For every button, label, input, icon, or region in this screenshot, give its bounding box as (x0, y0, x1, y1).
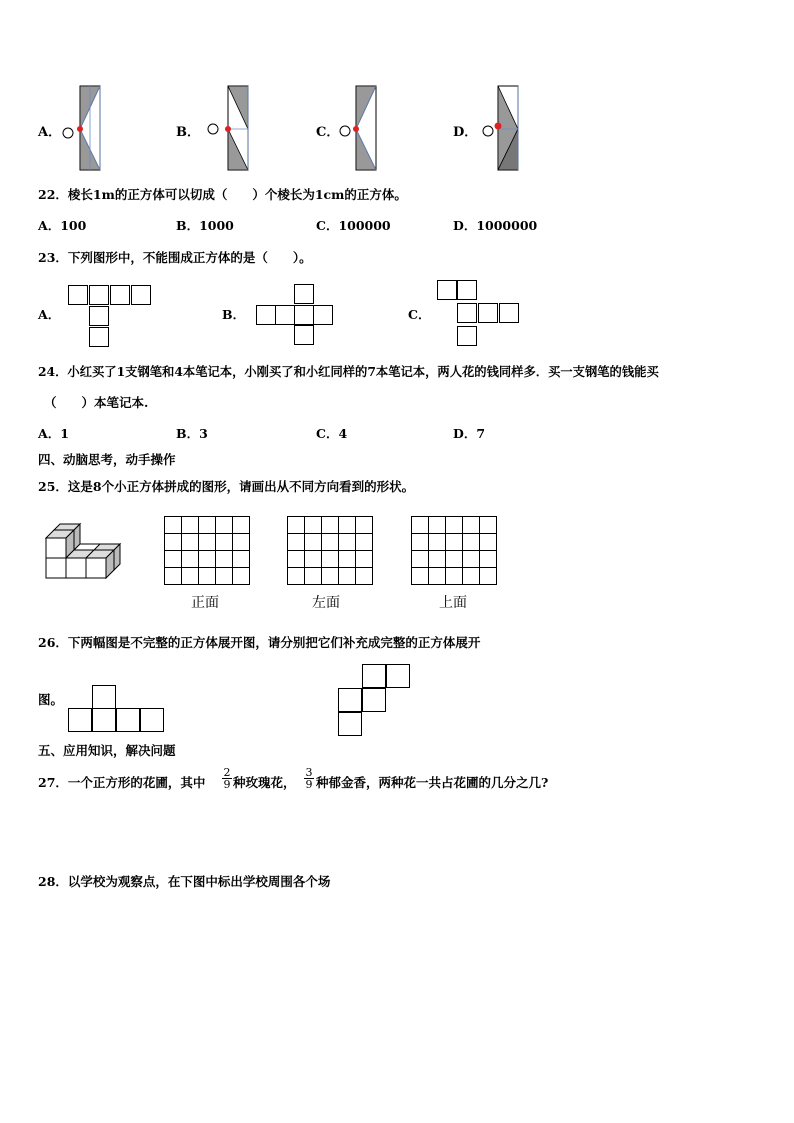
q25-grid-left (287, 516, 375, 588)
q26-net-left (68, 685, 166, 735)
q22-question: 22．棱长1m的正方体可以切成（ ）个棱长为1cm的正方体。 (38, 187, 407, 202)
q26-continuation: 图。 (38, 692, 64, 707)
rotation-axis-marker (63, 128, 73, 138)
q27-fraction-roses-numerator: 2 (223, 766, 231, 779)
q21-option-d-label: D． (453, 125, 478, 140)
q24-option-a: A．1 (38, 426, 69, 441)
axis-point (354, 127, 359, 132)
q21-option-a-figure (58, 84, 108, 174)
q24-question-line2: （ ）本笔记本. (44, 395, 149, 410)
q21-option-c-label: C． (316, 125, 340, 140)
rotation-axis-marker (340, 126, 350, 136)
q28-question: 28．以学校为观察点，在下图中标出学校周围各个场 (38, 874, 331, 889)
rotation-axis-marker (483, 126, 493, 136)
q27-question (38, 766, 598, 800)
q27-prefix: 27．一个正方形的花圃，其中 (38, 775, 206, 790)
q27-fraction-tulips-numerator: 3 (305, 766, 313, 779)
q22-option-b: B．1000 (176, 218, 234, 233)
q21-option-d-figure (478, 84, 528, 174)
q23-net-a (68, 285, 152, 350)
q27-suffix: 种郁金香，两种花一共占花圃的几分之几? (316, 775, 549, 790)
axis-point (78, 127, 83, 132)
q25-label-front: 正面 (191, 595, 219, 611)
q21-option-b-label: B． (176, 125, 200, 140)
q23-option-a: A． (38, 307, 61, 322)
q27-fraction-tulips (304, 767, 314, 790)
shaded-triangle (228, 129, 248, 170)
q26-net-right (338, 664, 414, 738)
section-5-heading: 五、应用知识，解决问题 (38, 743, 176, 758)
q21-option-c-figure (336, 84, 386, 174)
q23-option-c: C． (408, 307, 431, 322)
axis-point (226, 127, 231, 132)
q24-option-c: C．4 (316, 426, 348, 441)
q27-fraction-roses (222, 767, 232, 790)
q27-fraction-tulips-denominator: 9 (305, 778, 313, 791)
rotation-axis-marker (208, 124, 218, 134)
q23-net-b (256, 284, 336, 346)
shaded-triangle (228, 86, 248, 129)
q22-option-a: A．100 (38, 218, 87, 233)
section-4-heading: 四、动脑思考，动手操作 (38, 452, 176, 467)
q22-option-c: C．100000 (316, 218, 391, 233)
q25-grid-top (411, 516, 499, 588)
q22-option-d: D．1000000 (453, 218, 538, 233)
q27-fraction-roses-denominator: 9 (223, 778, 231, 791)
q24-option-b: B．3 (176, 426, 208, 441)
q23-question: 23．下列图形中，不能围成正方体的是（ ）。 (38, 250, 312, 265)
q26-question: 26．下两幅图是不完整的正方体展开图，请分别把它们补充成完整的正方体展开 (38, 635, 481, 650)
q24-option-d: D．7 (453, 426, 486, 441)
q25-grid-front (164, 516, 252, 588)
q23-net-c (437, 280, 521, 350)
q25-cube-figure (42, 520, 127, 582)
q25-question: 25．这是8个小正方体拼成的图形，请画出从不同方向看到的形状。 (38, 479, 415, 494)
q25-label-top: 上面 (439, 595, 467, 611)
q21-option-b-figure (205, 84, 255, 174)
q27-middle: 种玫瑰花， (233, 775, 296, 790)
q23-option-b: B． (222, 307, 246, 322)
axis-point (495, 123, 501, 129)
q21-option-a-label: A． (38, 125, 62, 140)
q25-label-left: 左面 (312, 595, 340, 611)
q24-question-line1: 24．小红买了1支钢笔和4本笔记本，小刚买了和小红同样的7本笔记本，两人花的钱同样多．买一支钢笔的钱能买 (38, 364, 659, 379)
